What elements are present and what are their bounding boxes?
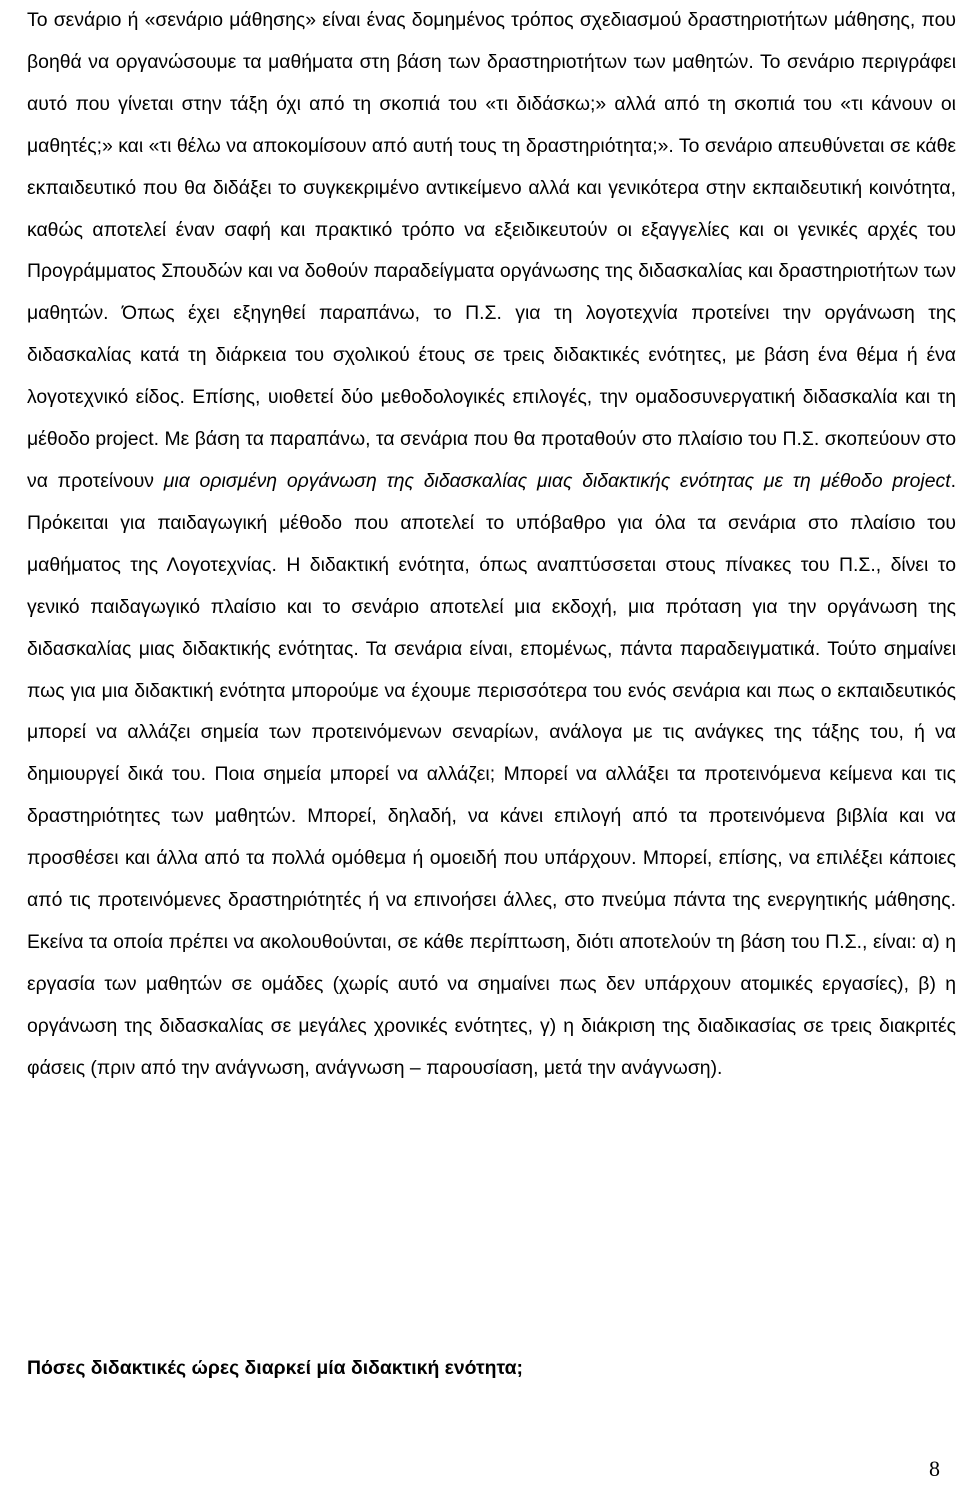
body-paragraph	[27, 0, 956, 1090]
paragraph-text-part-2: . Πρόκειται για παιδαγωγική μέθοδο που αποτελεί το υπόβαθρο για όλα τα σενάρια στο πλαίσιο του μαθήματος της Λογοτεχνίας. Η διδακτική ενότητα, όπως αναπτύσσεται στους πίνακες του Π.Σ., δίνει το γενικό παιδαγωγικό πλαίσιο και το σενάριο αποτελεί μια εκδοχή, μια πρόταση για την οργάνωση της διδασκαλίας μιας διδακτικής ενότητας. Τα σενάρια είναι, επομένως, πάντα παραδειγματικά. Τούτο σημαίνει πως για μια διδακτική ενότητα μπορούμε να έχουμε περισσότερα του ενός σενάρια και πως ο εκπαιδευτικός μπορεί να αλλάζει σημεία των προτεινόμενων σεναρίων, ανάλογα με τις ανάγκες της τάξης του, ή να δημιουργεί δικά του. Ποια σημεία μπορεί να αλλάζει; Μπορεί να αλλάξει τα προτεινόμενα κείμενα και τις δραστηριότητες των μαθητών. Μπορεί, δηλαδή, να κάνει επιλογή από τα προτεινόμενα βιβλία και να προσθέσει και άλλα από τα πολλά ομόθεμα ή ομοειδή που υπάρχουν. Μπορεί, επίσης, να επιλέξει κάποιες από τις προτεινόμενες δραστηριότητές ή να επινοήσει άλλες, στο πνεύμα πάντα της ενεργητικής μάθησης. Εκείνα τα οποία πρέπει να ακολουθούνται, σε κάθε περίπτωση, διότι αποτελούν τη βάση του Π.Σ., είναι: α) η εργασία των μαθητών σε ομάδες (χωρίς αυτό να σημαίνει πως δεν υπάρχουν ατομικές εργασίες), β) η οργάνωση της διδασκαλίας σε μεγάλες χρονικές ενότητες, γ) η διάκριση της διαδικασίας σε τρεις διακριτές φάσεις (πριν από την ανάγνωση, ανάγνωση – παρουσίαση, μετά την ανάγνωση).	[27, 469, 956, 1079]
paragraph-text-part-1: Το σενάριο ή «σενάριο μάθησης» είναι ένας δομημένος τρόπος σχεδιασμού δραστηριοτήτων μάθησης, που βοηθά να οργανώσουμε τα μαθήματα στη βάση των δραστηριοτήτων των μαθητών. Το σενάριο περιγράφει αυτό που γίνεται στην τάξη όχι από τη σκοπιά του «τι διδάσκω;» αλλά από τη σκοπιά του «τι κάνουν οι μαθητές;» και «τι θέλω να αποκομίσουν από αυτή τους τη δραστηριότητα;». Το σενάριο απευθύνεται σε κάθε εκπαιδευτικό που θα διδάξει το συγκεκριμένο αντικείμενο αλλά και γενικότερα στην εκπαιδευτική κοινότητα, καθώς αποτελεί έναν σαφή και πρακτικό τρόπο να εξειδικευτούν οι εξαγγελίες και οι γενικές αρχές του Προγράμματος Σπουδών και να δοθούν παραδείγματα οργάνωσης της διδασκαλίας και δραστηριοτήτων των μαθητών. Όπως έχει εξηγηθεί παραπάνω, το Π.Σ. για τη λογοτεχνία προτείνει την οργάνωση της διδασκαλίας κατά τη διάρκεια του σχολικού έτους σε τρεις διδακτικές ενότητες, με βάση ένα θέμα ή ένα λογοτεχνικό είδος. Επίσης, υιοθετεί δύο μεθοδολογικές επιλογές, την ομαδοσυνεργατική διδασκαλία και τη μέθοδο project. Με βάση τα παραπάνω, τα σενάρια που θα προταθούν στο πλαίσιο του Π.Σ. σκοπεύουν στο να προτείνουν	[27, 9, 956, 492]
page-number: 8	[929, 1456, 940, 1481]
section-heading: Πόσες διδακτικές ώρες διαρκεί μία διδακτική ενότητα;	[27, 1357, 523, 1379]
paragraph-emphasis: μια ορισμένη οργάνωση της διδασκαλίας μιας διδακτικής ενότητας με τη μέθοδο project	[163, 469, 951, 492]
